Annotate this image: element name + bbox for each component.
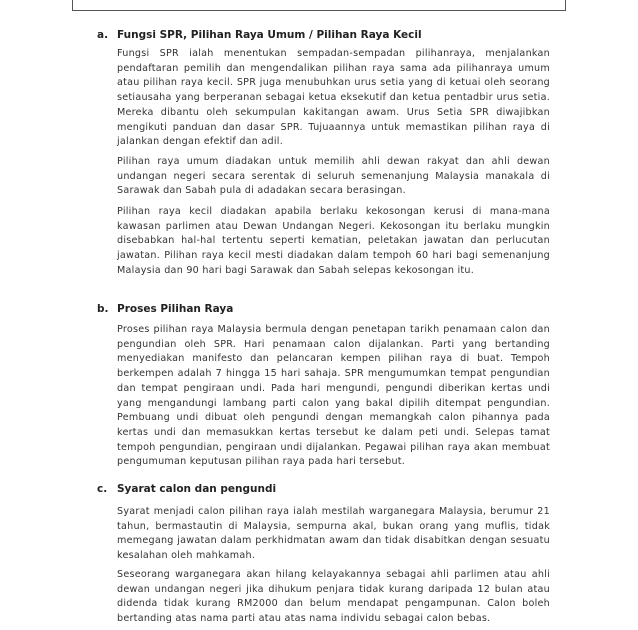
paragraph: Pilihan raya umum diadakan untuk memilih ahli dewan rakyat dan ahli dewan undangan negeri secara serentak di seluruh semenanjung Malaysia manakala di Sarawak dan Sabah pula di adadakan secara berasingan. (117, 156, 550, 197)
section-title: Proses Pilihan Raya (117, 303, 234, 315)
section-title: Syarat calon dan pengundi (117, 483, 277, 495)
section-letter: c. (97, 483, 108, 495)
section-letter: a. (97, 29, 109, 41)
section-title: Fungsi SPR, Pilihan Raya Umum / Pilihan Raya Kecil (117, 29, 422, 41)
paragraph: Pilihan raya kecil diadakan apabila berlaku kekosongan kerusi di mana-mana kawasan parlimen atau Dewan Undangan Negeri. Kekosongan itu berlaku mungkin disebabkan hal-hal tertentu seperti kematian, peletakan jawatan dan perlucutan jawatan. Pilihan raya kecil mesti diadakan dalam tempoh 60 hari bagi semenanjung Malaysia dan 90 hari bagi Sarawak dan Sabah selepas kekosongan itu. (117, 206, 550, 276)
paragraph: Seseorang warganegara akan hilang kelayakannya sebagai ahli parlimen atau ahli dewan undangan negeri jika dihukum penjara tidak kurang daripada 12 bulan atau didenda tidak kurang RM2000 dan belum mendapat pengampunan. Calon boleh bertanding atas nama parti atau atas nama individu sebagai calon bebas. (117, 569, 550, 625)
paragraph: Syarat menjadi calon pilihan raya ialah mestilah warganegara Malaysia, berumur 21 tahun, bermastautin di Malaysia, sempurna akal, bukan orang yang muflis, tidak memegang jawatan dalam perkhidmatan awam dan tidak disabitkan dengan sesuatu kesalahan oleh mahkamah. (117, 506, 550, 562)
paragraph: Proses pilihan raya Malaysia bermula dengan penetapan tarikh penamaan calon dan pengundian oleh SPR. Hari penamaan calon dijalankan. Parti yang bertanding menyediakan manifesto dan pelancaran kempen pilihan raya di buat. Tempoh berkempen adalah 7 hingga 15 hari sahaja. SPR mengumumkan tempat pengundian dan tempat pengiraan undi. Pada hari mengundi, pengundi diberikan kertas undi yang mengandungi lambang parti calon yang bakal dipilih ditempat pengundian. Pembuang undi dibuat oleh pengundi dengan memangkah calon pihannya pada kertas undi dan memasukkan kertas tersebut ke dalam peti undi. Selepas tamat tempoh pengundian, pengiraan undi dijalankan. Pegawai pilihan raya akan membuat pengumuman keputusan pilihan raya pada hari tersebut. (117, 324, 550, 468)
paragraph: Fungsi SPR ialah menentukan sempadan-sempadan pilihanraya, menjalankan pendaftaran pemilih dan mengendalikan pilihan raya sama ada pilihanraya umum atau pilihan raya kecil. SPR juga menubuhkan urus setia yang di ketuai oleh seorang setiausaha yang berperanan sebagai ketua eksekutif dan ketua pentadbir urus setia. Mereka dibantu oleh sekumpulan kakitangan awam. Urus Setia SPR diwajibkan mengikuti panduan dan dasar SPR. Tujuaannya untuk memastikan pilihan raya di jalankan dengan efektif dan adil. (117, 48, 550, 148)
page-top-frame (72, 0, 566, 11)
section-letter: b. (97, 303, 109, 315)
